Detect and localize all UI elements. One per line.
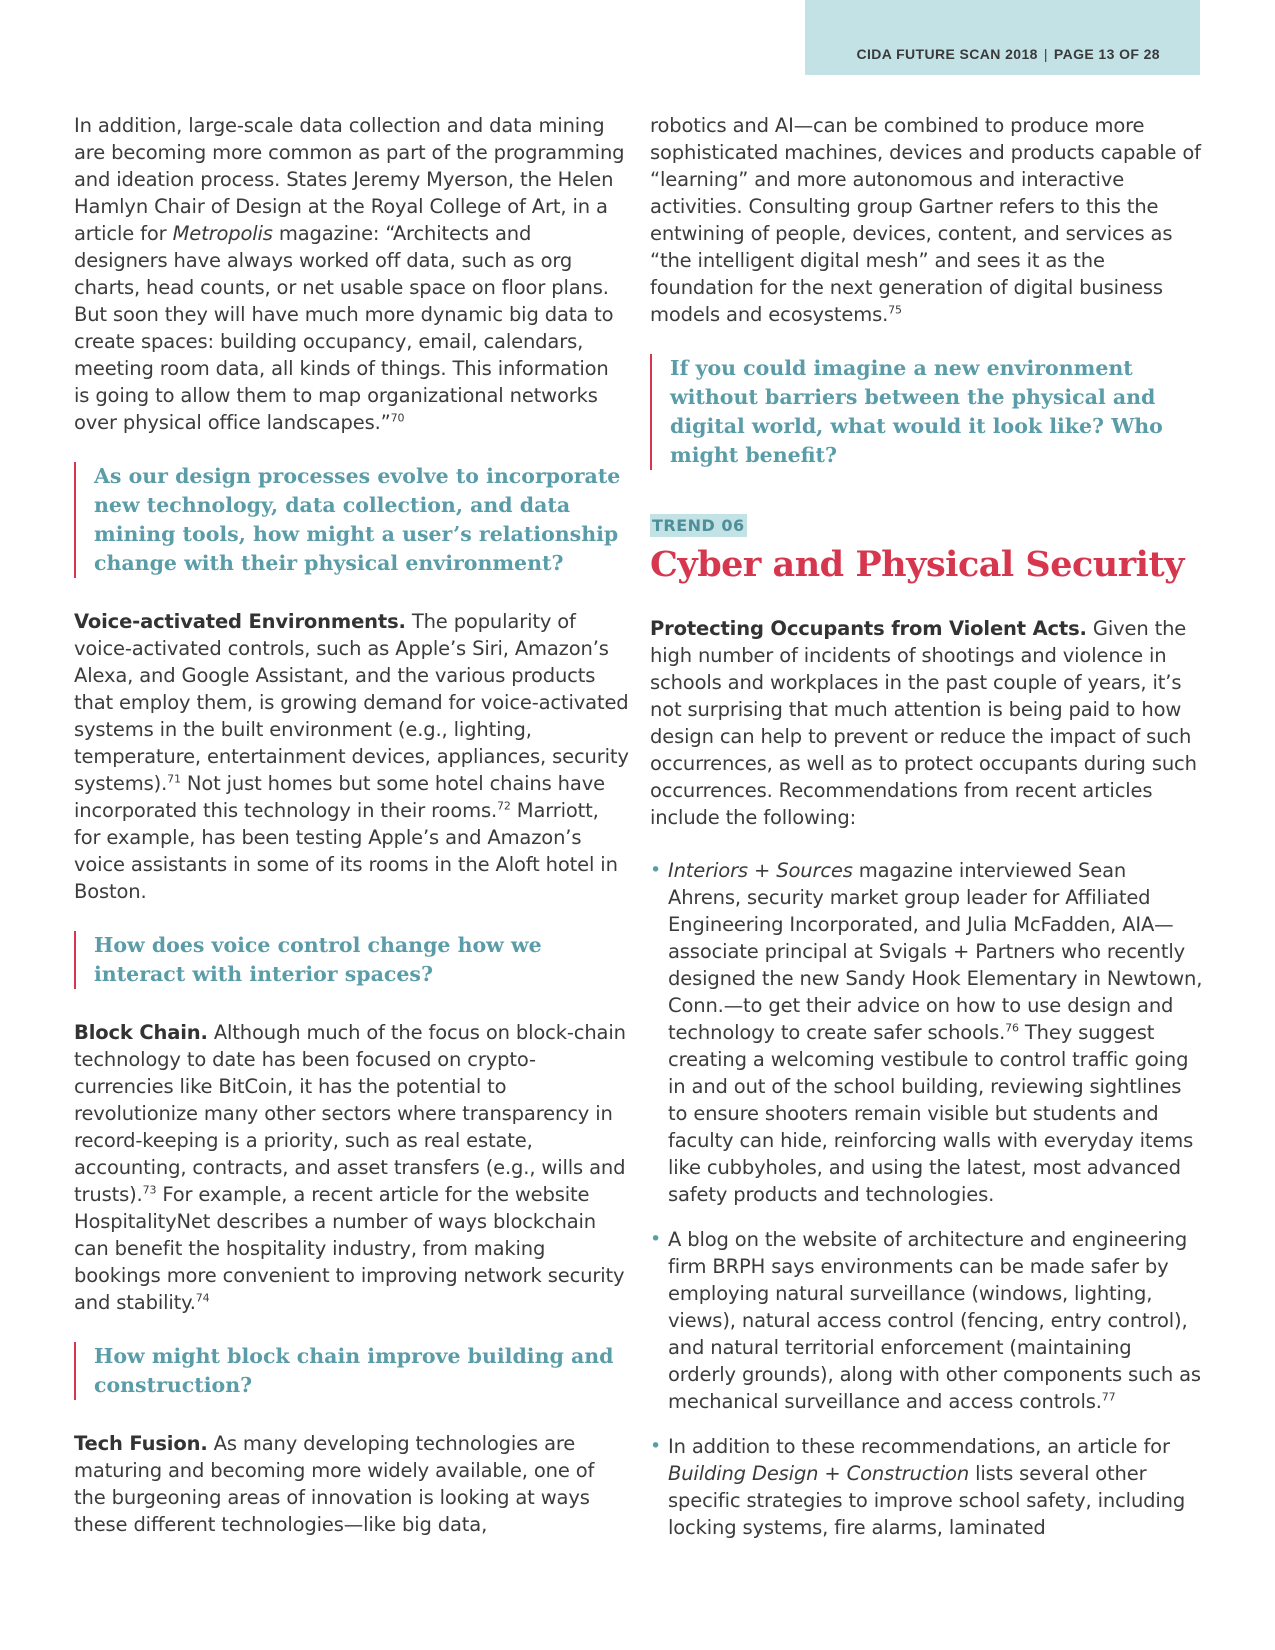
- bullet-icon: •: [650, 1435, 662, 1457]
- list-item: • In addition to these recommendations, an article for Building Design + Construction lists several other specific strategies to improve school safety, including locking systems, fire alarms, laminated: [650, 1435, 1186, 1539]
- footnote-ref[interactable]: 73: [142, 1183, 157, 1197]
- footnote-ref[interactable]: 72: [497, 799, 511, 813]
- header-tab: [805, 0, 1200, 75]
- paragraph-data-collection: In addition, large-scale data collection and data mining are becoming more common as part of the programming and ideation process. States Jeremy Myerson, the Helen Hamlyn Chair of Design at the Royal College of Art, in a article for Metropolis magazine: “Architects and designers have always worked off data, such as org charts, head counts, or net usable space on floor plans. But soon they will have much more dynamic big data to create spaces: building occupancy, email, calendars, meeting room data, all kinds of things. This information is going to allow them to map organizational networks over physical office landscapes.”$^{70}$: [74, 114, 625, 434]
- header-separator: |: [1043, 46, 1048, 62]
- reflection-question: As our design processes evolve to incorporate new technology, data collection, and data mining tools, how might a user’s relationship change with their physical environment?: [74, 462, 629, 578]
- paragraph-tech-fusion-continued: robotics and AI—can be combined to produce more sophisticated machines, devices and products capable of “learning” and more autonomous and interactive activities. Consulting group Gartner refers to this the entwining of people, devices, content, and services as “the intelligent digital mesh” and sees it as the foundation for the next generation of digital business models and ecosystems.$^{75}$: [650, 114, 1201, 326]
- reflection-question: If you could imagine a new environment without barriers between the physical and digital world, what would it look like? Who might benefit?: [650, 354, 1205, 470]
- reflection-question: How might block chain improve building and construction?: [74, 1342, 629, 1400]
- paragraph-voice-activated: Voice-activated Environments. The popularity of voice-activated controls, such as Apple’s Siri, Amazon’s Alexa, and Google Assistant, and the various products that employ them, is growing demand for voice-activated systems in the built environment (e.g., lighting, temperature, entertainment devices, appliances, security systems).$^{71}$ Not just homes but some hotel chains have incorporated this technology in their rooms.$^{72}$ Marriott, for example, has been testing Apple’s and Amazon’s voice assistants in some of its rooms in the Aloft hotel in Boston.: [74, 610, 629, 903]
- paragraph-lead: Tech Fusion.: [74, 1432, 208, 1455]
- list-item: • Interiors + Sources magazine interviewed Sean Ahrens, security market group leader for Affiliated Engineering Incorporated, and Julia McFadden, AIA—associate principal at Svigals + Partners who recently designed the new Sandy Hook Elementary in Newtown, Conn.—to get their advice on how to use design and technology to create safer schools.$^{76}$ They suggest creating a welcoming vestibule to control traffic going in and out of the school building, reviewing sightlines to ensure shooters remain visible but students and faculty can hide, reinforcing walls with everyday items like cubbyholes, and using the latest, most advanced safety products and technologies.: [650, 859, 1203, 1206]
- footnote-ref[interactable]: 76: [1005, 1021, 1019, 1035]
- footnote-ref[interactable]: 75: [888, 303, 902, 317]
- list-item: • A blog on the website of architecture and engineering firm BRPH says environments can be made safer by employing natural surveillance (windows, lighting, views), natural access control (fencing, entry control), and natural territorial enforcement (maintaining orderly grounds), along with other components such as mechanical surveillance and access controls.$^{77}$: [650, 1228, 1201, 1413]
- paragraph-lead: Protecting Occupants from Violent Acts.: [650, 617, 1087, 640]
- recommendations-list: [650, 857, 1205, 1541]
- trend-title: Cyber and Physical Security: [650, 544, 1184, 585]
- page-number: PAGE 13 OF 28: [1053, 46, 1160, 62]
- footnote-ref[interactable]: 74: [195, 1291, 210, 1305]
- publication-title: CIDA FUTURE SCAN 2018: [856, 46, 1038, 62]
- footnote-ref[interactable]: 70: [390, 411, 405, 425]
- footnote-ref[interactable]: 77: [1101, 1390, 1116, 1404]
- paragraph-lead: Block Chain.: [74, 1021, 208, 1044]
- footnote-ref[interactable]: 71: [167, 772, 181, 786]
- right-column: [650, 112, 1205, 1559]
- left-column: [74, 112, 629, 1564]
- bullet-icon: •: [650, 1228, 662, 1250]
- paragraph-tech-fusion: Tech Fusion. As many developing technologies are maturing and becoming more widely available, one of the burgeoning areas of innovation is looking at ways these different technologies—like big data,: [74, 1432, 595, 1536]
- trend-label: TREND 06: [652, 516, 745, 535]
- paragraph-protecting-occupants: Protecting Occupants from Violent Acts. Given the high number of incidents of shootings and violence in schools and workplaces in the past couple of years, it’s not surprising that much attention is being paid to how design can help to prevent or reduce the impact of such occurrences, as well as to protect occupants during such occurrences. Recommendations from recent articles include the following:: [650, 617, 1197, 829]
- running-header: [857, 46, 1161, 62]
- paragraph-lead: Voice-activated Environments.: [74, 610, 406, 633]
- paragraph-block-chain: Block Chain. Although much of the focus on block-chain technology to date has been focused on crypto-currencies like BitCoin, it has the potential to revolutionize many other sectors where transparency in record-keeping is a priority, such as real estate, accounting, contracts, and asset transfers (e.g., wills and trusts).$^{73}$ For example, a recent article for the website HospitalityNet describes a number of ways blockchain can benefit the hospitality industry, from making bookings more convenient to improving network security and stability.$^{74}$: [74, 1021, 626, 1314]
- reflection-question: How does voice control change how we interact with interior spaces?: [74, 931, 629, 989]
- bullet-icon: •: [650, 859, 662, 881]
